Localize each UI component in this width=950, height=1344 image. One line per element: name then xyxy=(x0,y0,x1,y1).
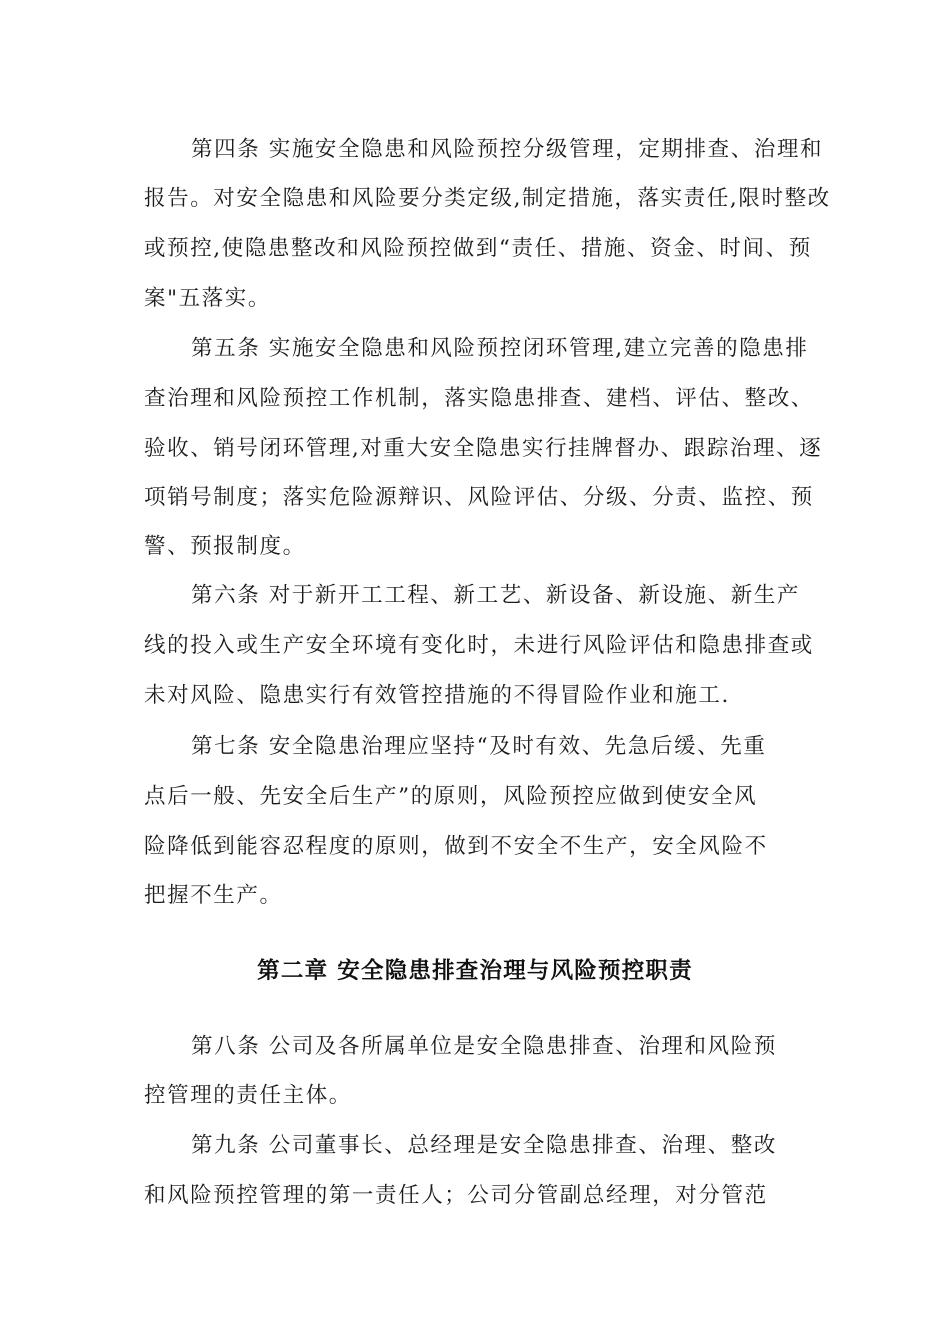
article-4-line-4: 案"五落实。 xyxy=(144,286,271,311)
article-9-line-1: 第九条 公司董事长、总经理是安全隐患排查、治理、整改 xyxy=(191,1133,777,1158)
article-5-line-1: 第五条 实施安全隐患和风险预控闭环管理,建立完善的隐患排 xyxy=(191,336,809,361)
article-5-line-2: 查治理和风险预控工作机制，落实隐患排查、建档、评估、整改、 xyxy=(144,386,814,411)
article-4-line-3: 或预控,使隐患整改和风险预控做到“责任、措施、资金、时间、预 xyxy=(144,236,812,261)
article-6-line-3: 未对风险、隐患实行有效管控措施的不得冒险作业和施工. xyxy=(144,683,730,708)
article-8-line-2: 控管理的责任主体。 xyxy=(144,1083,352,1108)
article-7-line-1: 第七条 安全隐患治理应坚持“及时有效、先急后缓、先重 xyxy=(191,734,767,759)
article-5-line-4: 项销号制度；落实危险源辩识、风险评估、分级、分责、监控、预 xyxy=(144,485,814,510)
article-7-line-3: 险降低到能容忍程度的原则，做到不安全不生产，安全风险不 xyxy=(144,834,768,859)
chapter-heading: 第二章 安全隐患排查治理与风险预控职责 xyxy=(257,958,693,984)
article-4-line-2: 报告。对安全隐患和风险要分类定级,制定措施，落实责任,限时整改 xyxy=(144,186,831,211)
article-6-line-1: 第六条 对于新开工工程、新工艺、新设备、新设施、新生产 xyxy=(191,583,801,608)
article-5-line-3: 验收、销号闭环管理,对重大安全隐患实行挂牌督办、跟踪治理、逐 xyxy=(144,436,823,461)
article-8-line-1: 第八条 公司及各所属单位是安全隐患排查、治理和风险预 xyxy=(191,1034,777,1059)
article-4-line-1: 第四条 实施安全隐患和风险预控分级管理，定期排查、治理和 xyxy=(191,137,824,162)
article-5-line-5: 警、预报制度。 xyxy=(144,534,306,559)
article-7-line-4: 把握不生产。 xyxy=(144,883,283,908)
article-6-line-2: 线的投入或生产安全环境有变化时，未进行风险评估和隐患排查或 xyxy=(144,633,814,658)
article-7-line-2: 点后一般、先安全后生产”的原则，风险预控应做到使安全风 xyxy=(144,784,758,809)
article-9-line-2: 和风险预控管理的第一责任人；公司分管副总经理，对分管范 xyxy=(144,1183,768,1208)
